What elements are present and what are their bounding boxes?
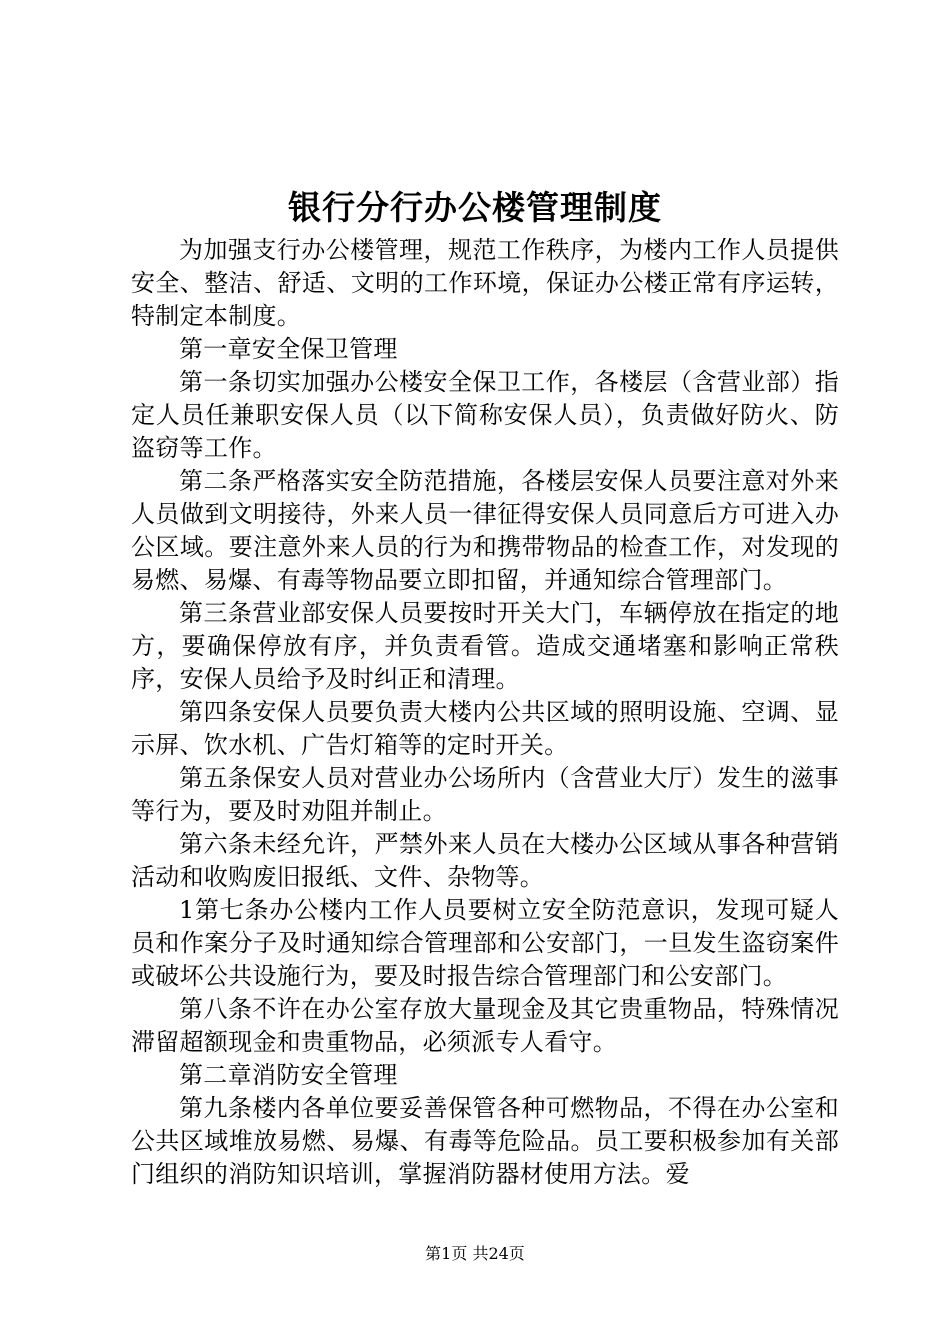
document-title: 银行分行办公楼管理制度	[288, 188, 662, 227]
chapter-heading-2: 第二章消防安全管理	[179, 1061, 398, 1089]
chapter-heading-1: 第一章安全保卫管理	[179, 335, 398, 363]
article-7: 1第七条办公楼内工作人员要树立安全防范意识，发现可疑人员和作案分子及时通知综合管理部和公安部门，一旦发生盗窃案件或破坏公共设施行为，要及时报告综合管理部门和公安部门。	[131, 896, 839, 990]
page-number-footer: 第1页 共24页	[425, 1244, 525, 1263]
article-6: 第六条未经允许，严禁外来人员在大楼办公区域从事各种营销活动和收购废旧报纸、文件、杂物等。	[131, 830, 839, 891]
article-5: 第五条保安人员对营业办公场所内（含营业大厅）发生的滋事等行为，要及时劝阻并制止。	[131, 764, 839, 825]
article-3: 第三条营业部安保人员要按时开关大门，车辆停放在指定的地方，要确保停放有序，并负责看管。造成交通堵塞和影响正常秩序，安保人员给予及时纠正和清理。	[131, 599, 839, 693]
article-1: 第一条切实加强办公楼安全保卫工作，各楼层（含营业部）指定人员任兼职安保人员（以下简称安保人员），负责做好防火、防盗窃等工作。	[131, 368, 839, 462]
document-body	[131, 234, 839, 1191]
article-2: 第二条严格落实安全防范措施，各楼层安保人员要注意对外来人员做到文明接待，外来人员一律征得安保人员同意后方可进入办公区域。要注意外来人员的行为和携带物品的检查工作，对发现的易燃、易爆、有毒等物品要立即扣留，并通知综合管理部门。	[131, 467, 839, 594]
article-8: 第八条不许在办公室存放大量现金及其它贵重物品，特殊情况滞留超额现金和贵重物品，必须派专人看守。	[131, 995, 839, 1056]
article-4: 第四条安保人员要负责大楼内公共区域的照明设施、空调、显示屏、饮水机、广告灯箱等的定时开关。	[131, 698, 839, 759]
paragraph-intro: 为加强支行办公楼管理，规范工作秩序，为楼内工作人员提供安全、整洁、舒适、文明的工作环境，保证办公楼正常有序运转，特制定本制度。	[131, 236, 839, 330]
article-9: 第九条楼内各单位要妥善保管各种可燃物品，不得在办公室和公共区域堆放易燃、易爆、有毒等危险品。员工要积极参加有关部门组织的消防知识培训，掌握消防器材使用方法。爱	[131, 1094, 839, 1188]
